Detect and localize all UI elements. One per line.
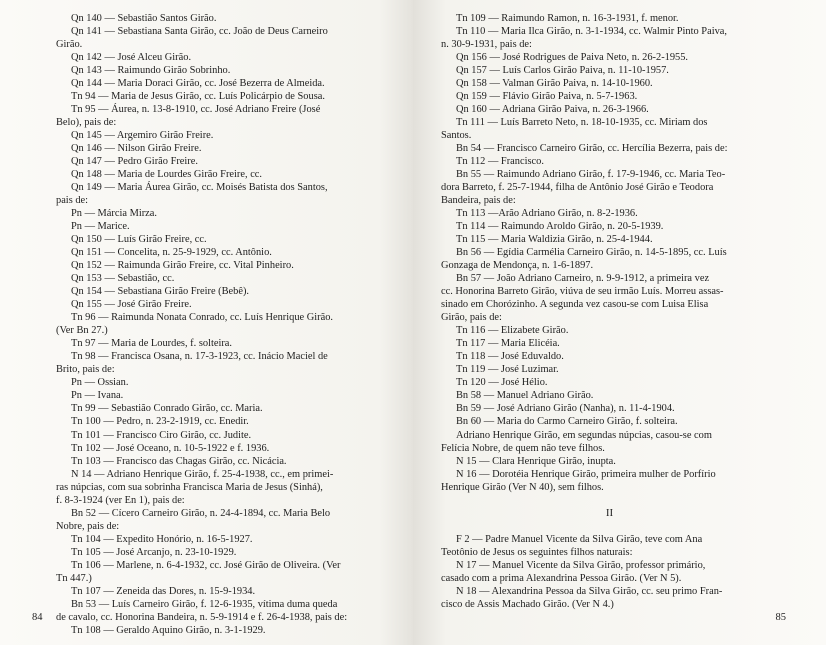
text-line: F 2 — Padre Manuel Vicente da Silva Girão, teve com Ana <box>456 533 703 545</box>
text-line: Tn 109 — Raimundo Ramon, n. 16-3-1931, f. menor. <box>456 13 679 24</box>
text-line: Teotônio de Jesus os seguintes filhos naturais: <box>441 546 633 558</box>
text-line: N 18 — Alexandrina Pessoa da Silva Girão, cc. seu primo Fran- <box>456 585 723 597</box>
right-page-number: 85 <box>775 612 786 623</box>
text-line: Tn 99 — Sebastião Conrado Girão, cc. Maria. <box>71 403 263 415</box>
text-line: ras núpcias, com sua sobrinha Francisca Maria de Jesus (Sinhá), <box>56 481 323 493</box>
text-line: N 15 — Clara Henrique Girão, inupta. <box>456 455 616 467</box>
text-line: Qn 143 — Raimundo Girão Sobrinho. <box>71 65 231 77</box>
text-line: dora Barreto, f. 25-7-1944, filha de Antônio José Girão e Teodora <box>441 182 714 194</box>
text-line: Tn 111 — Luís Barreto Neto, n. 18-10-1935, cc. Miriam dos <box>456 117 708 129</box>
text-line: Tn 120 — José Hélio. <box>456 377 548 389</box>
text-line: Bn 53 — Luís Carneiro Girão, f. 12-6-1935, vítima duma queda <box>71 598 338 610</box>
text-line: Bn 59 — José Adriano Girão (Nanha), n. 11-4-1904. <box>456 403 675 415</box>
text-line: Tn 94 — Maria de Jesus Girão, cc. Luís Policárpio de Sousa. <box>71 91 325 103</box>
text-line: Felícia Nobre, de quem não teve filhos. <box>441 442 605 454</box>
text-line: Qn 153 — Sebastião, cc. <box>71 273 175 285</box>
text-line: Henrique Girão (Ver N 40), sem filhos. <box>441 481 604 493</box>
text-line: Qn 147 — Pedro Girão Freire. <box>71 156 198 168</box>
text-line: Belo), pais de: <box>56 117 117 129</box>
text-line: Qn 159 — Flávio Girão Paiva, n. 5-7-1963. <box>456 91 638 103</box>
text-line: Qn 155 — José Girão Freire. <box>71 299 192 311</box>
text-line: Qn 144 — Maria Doraci Girão, cc. José Bezerra de Almeida. <box>71 78 325 90</box>
text-line: Tn 447.) <box>56 572 92 584</box>
text-line: Tn 96 — Raimunda Nonata Conrado, cc. Luís Henrique Girão. <box>71 312 334 324</box>
text-line: Bn 57 — João Adriano Carneiro, n. 9-9-1912, a primeira vez <box>456 273 710 285</box>
text-line: Qn 145 — Argemiro Girão Freire. <box>71 130 214 142</box>
text-line: Tn 105 — José Arcanjo, n. 23-10-1929. <box>71 546 237 558</box>
text-line: Girão, pais de: <box>441 312 502 324</box>
text-line: Qn 150 — Luís Girão Freire, cc. <box>71 234 207 246</box>
text-line: Qn 146 — Nilson Girão Freire. <box>71 143 202 155</box>
text-line: Tn 112 — Francisco. <box>456 156 544 168</box>
text-line: Qn 154 — Sebastiana Girão Freire (Bebê). <box>71 286 250 298</box>
text-line: Qn 152 — Raimunda Girão Freire, cc. Vital Pinheiro. <box>71 260 294 272</box>
text-line: Qn 142 — José Alceu Girão. <box>71 52 192 64</box>
text-line: f. 8-3-1924 (ver En 1), pais de: <box>56 494 185 506</box>
text-line: Bn 52 — Cícero Carneiro Girão, n. 24-4-1894, cc. Maria Belo <box>71 507 331 519</box>
text-line: Bandeira, pais de: <box>441 195 516 207</box>
text-line: Adriano Henrique Girão, em segundas núpcias, casou-se com <box>456 429 712 441</box>
text-line: sinado em Chorózinho. A segunda vez casou-se com Luisa Elisa <box>441 299 709 311</box>
right-page-text <box>441 12 778 494</box>
text-line: Tn 98 — Francisca Osana, n. 17-3-1923, cc. Inácio Maciel de <box>71 351 328 363</box>
spacer <box>441 520 778 533</box>
text-line: Pn — Marice. <box>71 221 130 233</box>
text-line: Tn 107 — Zeneida das Dores, n. 15-9-1934. <box>71 585 256 597</box>
text-line: Bn 54 — Francisco Carneiro Girão, cc. Hercília Bezerra, pais de: <box>456 143 728 155</box>
right-page <box>413 0 826 645</box>
text-line: cc. Honorina Barreto Girão, viúva de seu irmão Luís. Morreu assas- <box>441 286 724 298</box>
section-numeral: II <box>605 506 614 519</box>
text-line: Qn 157 — Luís Carlos Girão Paiva, n. 11-10-1957. <box>456 65 669 77</box>
left-page-text <box>56 12 385 637</box>
text-line: Pn — Ossian. <box>71 377 129 389</box>
text-line: Pn — Ivana. <box>71 390 124 402</box>
text-line: Tn 103 — Francisco das Chagas Girão, cc. Nicácia. <box>71 455 287 467</box>
text-line: N 17 — Manuel Vicente da Silva Girão, professor primário, <box>456 559 706 571</box>
text-line: Gonzaga de Mendonça, n. 1-6-1897. <box>441 260 594 272</box>
text-line: Tn 95 — Áurea, n. 13-8-1910, cc. José Adriano Freire (José <box>71 104 321 116</box>
left-page-number: 84 <box>32 612 43 623</box>
text-line: Tn 101 — Francisco Ciro Girão, cc. Judite. <box>71 429 252 441</box>
text-line: Santos. <box>441 130 472 142</box>
text-line: Tn 119 — José Luzimar. <box>456 364 559 376</box>
text-line: pais de: <box>56 195 89 207</box>
text-line: Qn 148 — Maria de Lourdes Girão Freire, cc. <box>71 169 263 181</box>
text-line: Tn 110 — Maria Ilca Girão, n. 3-1-1934, cc. Walmir Pinto Paiva, <box>456 26 727 38</box>
text-line: Tn 106 — Marlene, n. 6-4-1932, cc. José Girão de Oliveira. (Ver <box>71 559 341 571</box>
text-line: Tn 114 — Raimundo Aroldo Girão, n. 20-5-1939. <box>456 221 664 233</box>
text-line: de cavalo, cc. Honorina Bandeira, n. 5-9-1914 e f. 26-4-1938, pais de: <box>56 611 348 623</box>
text-line: Tn 115 — Maria Waldizia Girão, n. 25-4-1944. <box>456 234 653 246</box>
text-line: Bn 56 — Egídia Carmélia Carneiro Girão, n. 14-5-1895, cc. Luís <box>456 247 727 259</box>
text-line: Tn 118 — José Eduvaldo. <box>456 351 564 363</box>
text-line: Brito, pais de: <box>56 364 115 376</box>
text-line: N 14 — Adriano Henrique Girão, f. 25-4-1938, cc., em primei- <box>71 468 334 480</box>
right-page-text-section-two <box>441 533 778 611</box>
text-line: Qn 158 — Valman Girão Paiva, n. 14-10-1960. <box>456 78 653 90</box>
text-line: Qn 156 — José Rodrigues de Paiva Neto, n. 26-2-1955. <box>456 52 689 64</box>
text-line: Tn 100 — Pedro, n. 23-2-1919, cc. Enedir. <box>71 416 249 428</box>
text-line: Pn — Márcia Mirza. <box>71 208 157 220</box>
text-line: Qn 160 — Adriana Girão Paiva, n. 26-3-1966. <box>456 104 649 116</box>
spacer <box>441 494 778 507</box>
text-line: (Ver Bn 27.) <box>56 325 108 337</box>
text-line: Tn 113 —Arão Adriano Girão, n. 8-2-1936. <box>456 208 638 220</box>
text-line: n. 30-9-1931, pais de: <box>441 39 532 51</box>
text-line: Nobre, pais de: <box>56 520 120 532</box>
text-line: N 16 — Dorotéia Henrique Girão, primeira mulher de Porfírio <box>456 468 716 480</box>
text-line: Qn 149 — Maria Áurea Girão, cc. Moisés Batista dos Santos, <box>71 182 328 194</box>
text-line: Bn 58 — Manuel Adriano Girão. <box>456 390 594 402</box>
text-line: Bn 55 — Raimundo Adriano Girão, f. 17-9-1946, cc. Maria Teo- <box>456 169 726 181</box>
text-line: Tn 97 — Maria de Lourdes, f. solteira. <box>71 338 233 350</box>
text-line: Girão. <box>56 39 83 51</box>
text-line: Tn 108 — Geraldo Aquino Girão, n. 3-1-1929. <box>71 624 266 636</box>
text-line: casado com a prima Alexandrina Pessoa Girão. (Ver N 5). <box>441 572 682 584</box>
text-line: Tn 116 — Elizabete Girão. <box>456 325 569 337</box>
text-line: cisco de Assis Machado Girão. (Ver N 4.) <box>441 598 614 610</box>
text-line: Bn 60 — Maria do Carmo Carneiro Girão, f. solteira. <box>456 416 678 428</box>
text-line: Tn 117 — Maria Elicéia. <box>456 338 560 350</box>
text-line: Qn 141 — Sebastiana Santa Girão, cc. João de Deus Carneiro <box>71 26 328 38</box>
text-line: Qn 140 — Sebastião Santos Girão. <box>71 13 217 24</box>
text-line: Qn 151 — Concelita, n. 25-9-1929, cc. Antônio. <box>71 247 272 259</box>
text-line: Tn 104 — Expedito Honório, n. 16-5-1927. <box>71 533 253 545</box>
text-line: Tn 102 — José Oceano, n. 10-5-1922 e f. 1936. <box>71 442 270 454</box>
